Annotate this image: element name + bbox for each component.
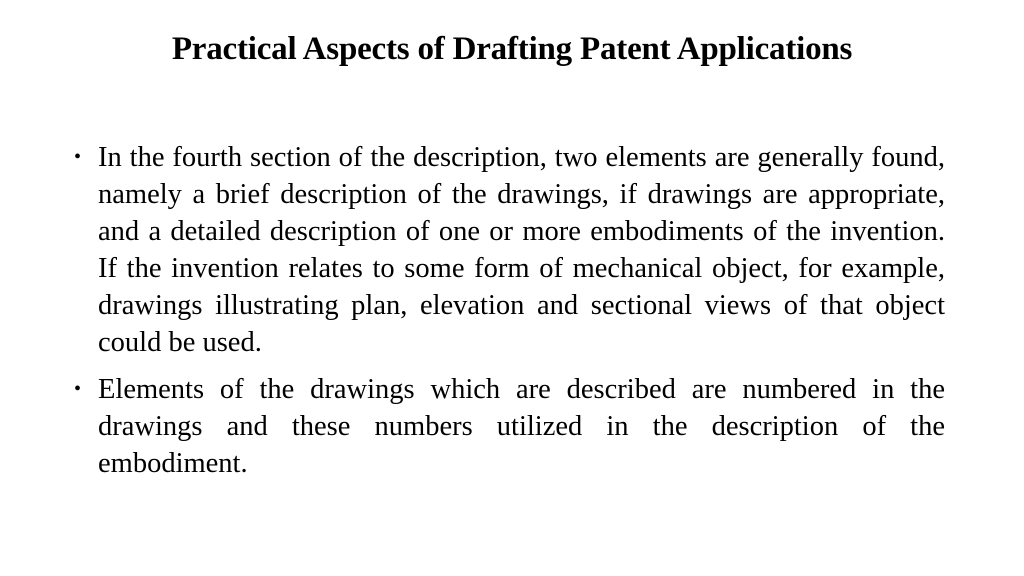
bullet-text: Elements of the drawings which are described are numbered in the drawings and these numbers utilized in the description of the embodiment.: [98, 374, 945, 479]
bullet-text: In the fourth section of the description, two elements are generally found, namely a brief description of the drawings, if drawings are appropriate, and a detailed description of one or more embodiments of the invention. If the invention relates to some form of mechanical object, for example, drawings illustrating plan, elevation and sectional views of that object could be used.: [98, 142, 945, 358]
bullet-icon: •: [74, 378, 82, 400]
bullet-item: [74, 139, 945, 361]
slide-title: Practical Aspects of Drafting Patent Applications: [171, 31, 853, 67]
bullet-icon: •: [74, 146, 82, 168]
bullet-item: [74, 371, 945, 482]
bullet-list: [74, 139, 945, 492]
